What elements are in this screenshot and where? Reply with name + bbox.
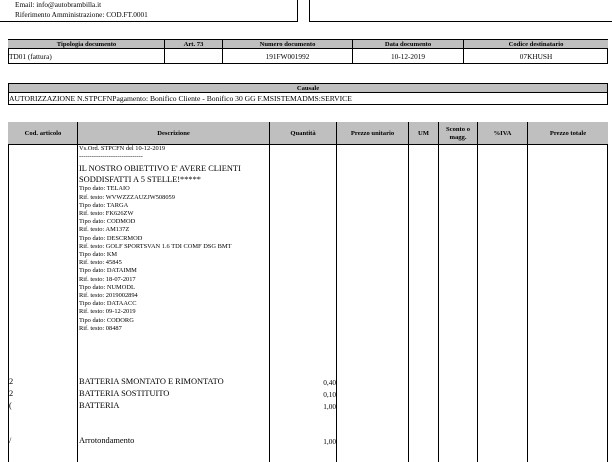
value-art73 (165, 49, 222, 63)
description-line: IL NOSTRO OBIETTIVO E' AVERE CLIENTI (79, 164, 241, 174)
description-line: Tipo dato: TARGA (79, 201, 129, 209)
description-line: Rif. testo: 09-12-2019 (79, 308, 136, 316)
description-line: Vs.Ord. STPCFN del 10-12-2019 (79, 145, 166, 152)
description-line: Tipo dato: CODMOD (79, 218, 136, 226)
description-line: ------------------------------ (79, 153, 143, 161)
item-quantity: 0,10 (323, 390, 336, 399)
table-row (0, 377, 340, 389)
item-code: 2 (9, 377, 14, 386)
header-sconto: Sconto o magg. (442, 123, 474, 144)
description-line: SODDISFATTI A 5 STELLE!***** (79, 174, 201, 184)
description-line: Rif. testo: GOLF SPORTSVAN 1.6 TDI COMF DSG BMT (79, 242, 232, 250)
header-tipologia: Tipologia documento (9, 40, 164, 48)
rounding-code: / (9, 436, 12, 445)
causale-header: Causale (9, 84, 607, 92)
item-description: BATTERIA SOSTITUITO (79, 389, 170, 398)
item-rows (0, 377, 340, 413)
description-line: Rif. testo: 45845 (79, 259, 122, 267)
value-codice: 07KHUSH (519, 51, 553, 61)
sender-email: Email: info@autobrambilla.it (15, 0, 102, 9)
header-um: UM (409, 123, 438, 144)
header-codice: Codice destinatario (464, 40, 608, 48)
header-prezzo-unitario: Prezzo unitario (337, 123, 408, 144)
recipient-box (309, 0, 612, 22)
description-line: Tipo dato: DATAACC (79, 300, 137, 308)
item-code: 2 (9, 389, 14, 398)
description-line: Tipo dato: TELAIO (79, 185, 130, 193)
header-iva: %IVA (478, 123, 527, 144)
admin-reference: Riferimento Amministrazione: COD.FT.0001 (15, 10, 148, 19)
header-numero: Numero documento (223, 40, 352, 48)
description-line: Tipo dato: NUMODL (79, 283, 135, 291)
description-line: Rif. testo: WVWZZZAUZJW508059 (79, 193, 175, 201)
value-data: 10-12-2019 (390, 51, 426, 61)
item-quantity: 0,40 (323, 378, 336, 387)
description-line: Tipo dato: DESCRMOD (79, 234, 143, 242)
description-line: Tipo dato: KM (79, 251, 118, 259)
header-cod-articolo: Cod. articolo (9, 123, 77, 144)
header-data: Data documento (353, 40, 463, 48)
value-numero: 191FW001992 (265, 51, 310, 61)
causale-text: AUTORIZZAZIONE N.STPCFNPagamento: Bonifico Cliente - Bonifico 30 GG F.MSISTEMADMS:SERVICE (9, 94, 352, 103)
header-art73: Art. 73 (165, 40, 222, 48)
value-tipologia: TD01 (fattura) (9, 51, 52, 61)
description-line: Rif. testo: FK626ZW (79, 210, 134, 218)
description-line: Tipo dato: DATAIMM (79, 267, 137, 275)
description-line: Tipo dato: CODORG (79, 316, 134, 324)
header-descrizione: Descrizione (78, 123, 269, 144)
table-row (0, 401, 340, 413)
table-row (0, 389, 340, 401)
item-code: ( (9, 401, 12, 410)
rounding-qty: 1,00 (323, 437, 336, 446)
item-quantity: 1,00 (323, 402, 336, 411)
description-block (79, 145, 269, 333)
item-description: BATTERIA SMONTATO E RIMONTATO (79, 377, 224, 386)
rounding-desc: Arrotondamento (79, 436, 135, 445)
item-description: BATTERIA (79, 401, 120, 410)
header-prezzo-totale: Prezzo totale (528, 123, 608, 144)
description-line: Rif. testo: 2019002894 (79, 292, 138, 300)
description-line: Rif. testo: 08487 (79, 324, 122, 332)
description-line: Rif. testo: 18-07-2017 (79, 275, 136, 283)
description-line: Rif. testo: AM137Z (79, 226, 130, 234)
header-quantita: Quantità (270, 123, 336, 144)
